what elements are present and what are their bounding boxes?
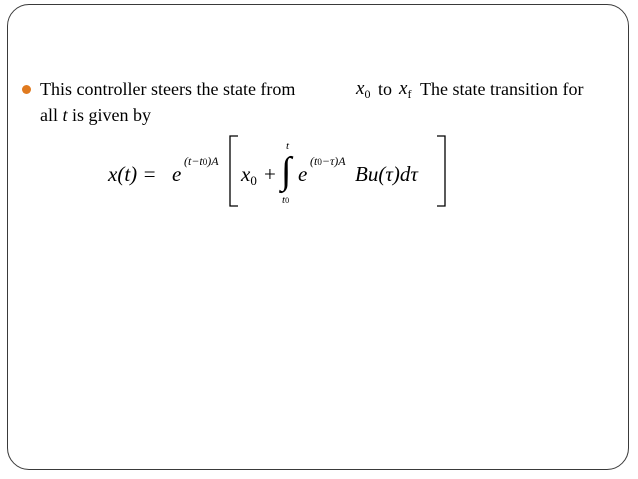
integral-lower-limit: t0 [282,194,290,206]
bullet-text-after: The state transition for [420,79,584,99]
line2-suffix: is given by [72,105,152,125]
right-bracket [437,136,445,206]
xf-variable: $x_f$ [399,78,412,101]
x0-variable: $x_0$ [356,78,371,101]
equation-lhs: x(t) = [108,162,157,186]
line2-variable: t [62,105,68,125]
left-bracket [230,136,238,206]
integrand: Bu(τ)dτ [355,162,418,186]
integral-sign: ∫ [281,150,292,192]
integral-upper-limit: t [286,140,290,152]
equation-x0: x0 [241,162,257,188]
exp-base: e [172,162,182,186]
equation-plus: + [264,162,276,186]
inner-exp-base: e [298,162,308,186]
bullet-text-before: This controller steers the state from [40,79,296,99]
inner-exp-power: (t0−τ)A [310,154,346,168]
to-text: to [378,79,393,99]
exp-power: (t−t0)A [184,154,219,168]
line2-prefix: all [40,105,58,125]
